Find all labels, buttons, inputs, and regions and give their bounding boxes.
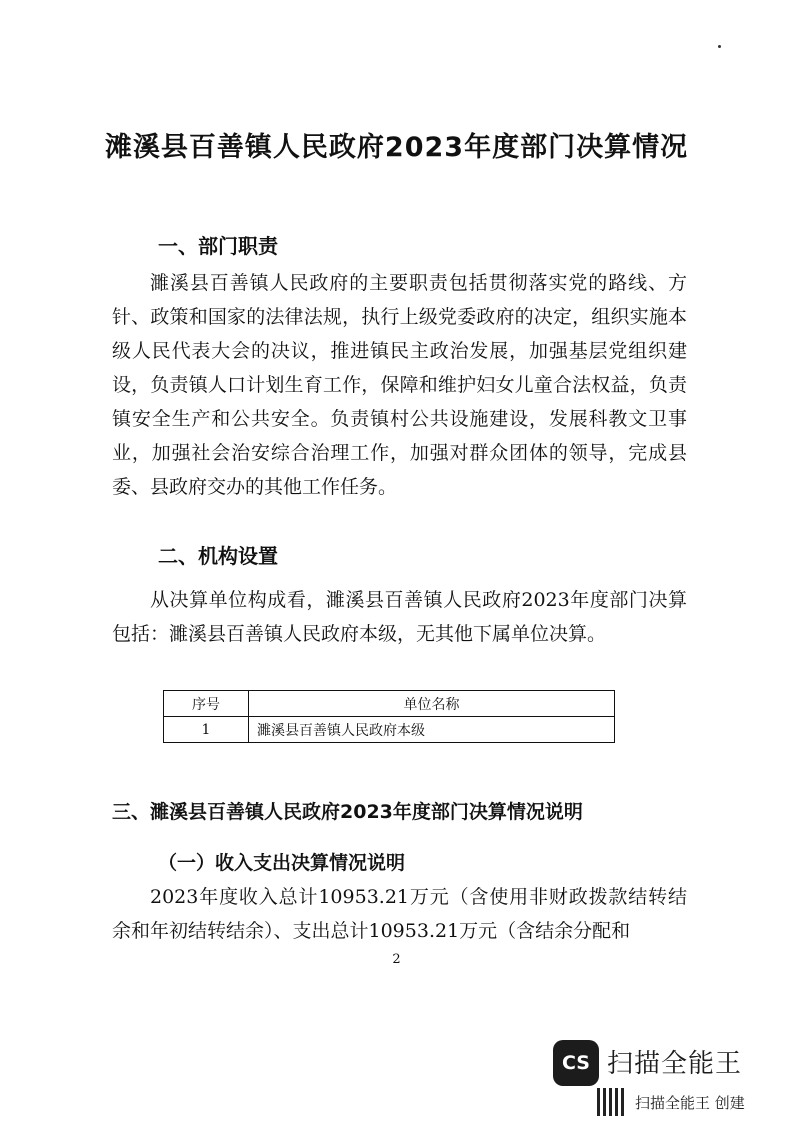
table-header-unit-name: 单位名称 bbox=[249, 691, 615, 717]
section1-paragraph: 濉溪县百善镇人民政府的主要职责包括贯彻落实党的路线、方针、政策和国家的法律法规，执行上级党委政府的决定，组织实施本级人民代表大会的决议，推进镇民主政治发展，加强基层党组织建设，负责镇人口计划生育工作，保障和维护妇女儿童合法权益，负责镇安全生产和公共安全。负责镇村公共设施建设，发展科教文卫事业，加强社会治安综合治理工作，加强对群众团体的领导，完成县委、县政府交办的其他工作任务。 bbox=[112, 272, 687, 498]
page-number: 2 bbox=[392, 952, 401, 967]
section3-heading: 三、濉溪县百善镇人民政府2023年度部门决算情况说明 bbox=[112, 801, 583, 823]
unit-table bbox=[163, 690, 615, 743]
document-title: 滩溪县百善镇人民政府2023年度部门决算情况 bbox=[104, 132, 689, 163]
scan-speck bbox=[718, 45, 721, 48]
section2-heading: 二、机构设置 bbox=[158, 544, 278, 568]
watermark-app-name: 扫描全能王 bbox=[607, 1049, 743, 1079]
camscanner-logo-icon: CS bbox=[553, 1040, 599, 1086]
table-row bbox=[164, 717, 615, 743]
section2-paragraph: 从决算单位构成看，濉溪县百善镇人民政府2023年度部门决算包括：濉溪县百善镇人民政府本级，无其他下属单位决算。 bbox=[112, 589, 687, 645]
qr-code-icon bbox=[597, 1088, 625, 1116]
table-cell-index: 1 bbox=[164, 717, 249, 743]
watermark-caption: 扫描全能王 创建 bbox=[635, 1094, 745, 1112]
table-cell-unit-name: 濉溪县百善镇人民政府本级 bbox=[249, 717, 615, 743]
section1-heading: 一、部门职责 bbox=[158, 234, 278, 258]
camscanner-watermark bbox=[553, 1040, 778, 1115]
table-header-row bbox=[164, 691, 615, 717]
subsection1-paragraph: 2023年度收入总计10953.21万元（含使用非财政拨款结转结余和年初结转结余）、支出总计10953.21万元（含结余分配和 bbox=[112, 886, 687, 942]
table-header-index: 序号 bbox=[164, 691, 249, 717]
subsection1-heading: （一）收入支出决算情况说明 bbox=[158, 852, 406, 874]
